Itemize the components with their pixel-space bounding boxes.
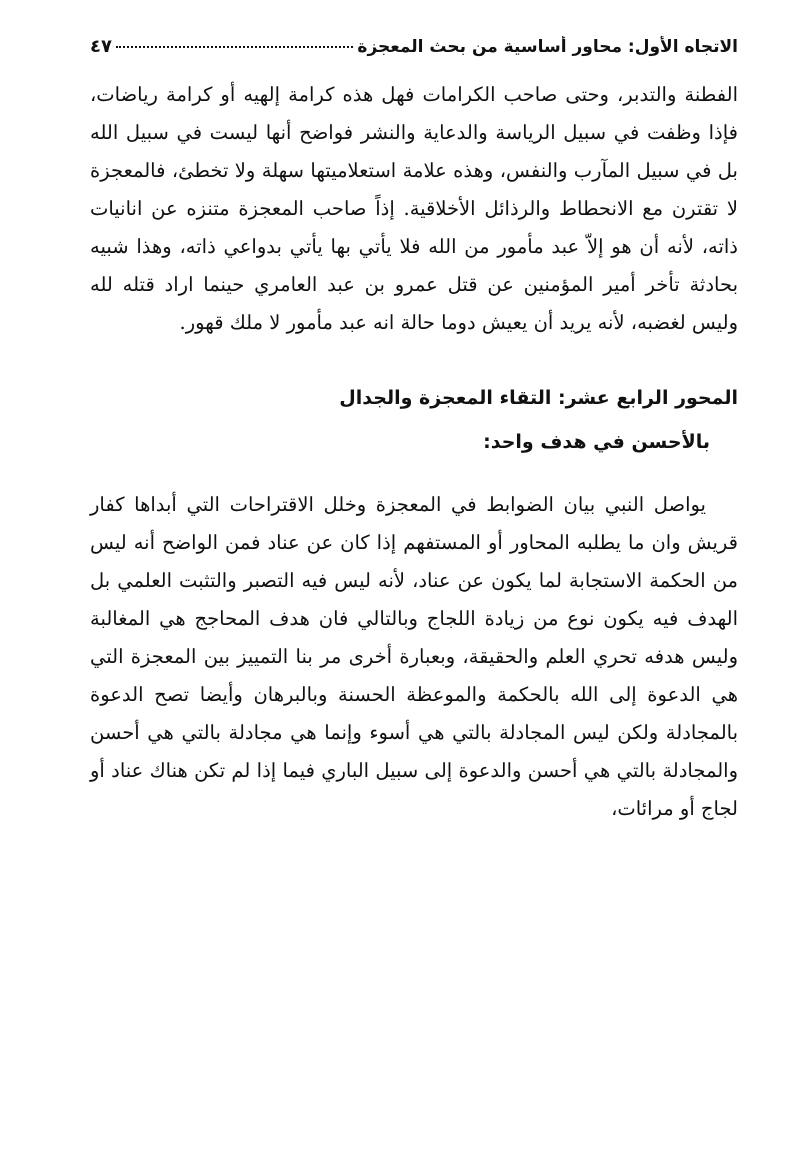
running-header bbox=[90, 36, 738, 76]
section-heading-line-2: بالأحسن في هدف واحد: bbox=[483, 431, 710, 453]
body-paragraph-2: يواصل النبي بيان الضوابط في المعجزة وخلل الاقتراحات التي أبداها كفار قريش وان ما يطلبه المحاور أو المستفهم إذا كان عن عناد فمن الواضح أنه ليس من الحكمة الاستجابة لما يكون عن عناد، لأنه ليس فيه التصبر والتثبت العلمي بل الهدف فيه يكون نوع من زيادة اللجاج وبالتالي فان هدف المحاجج هي المغالبة وليس هدفه تحري العلم والحقيقة، وبعبارة أخرى مر بنا التمييز بين المعجزة التي هي الدعوة إلى الله بالحكمة والموعظة الحسنة وبالبرهان وأيضا تصح الدعوة بالمجادلة ولكن ليس المجادلة بالتي هي أسوء وإنما هي مجادلة بالتي هي أحسن والمجادلة بالتي هي أحسن والدعوة إلى سبيل الباري فيما إذا لم تكن هناك عناد أو لجاج أو مرائات، bbox=[90, 493, 738, 820]
header-title: الاتجاه الأول: محاور أساسية من بحث المعجزة bbox=[357, 37, 738, 57]
header-dot-leader bbox=[116, 46, 353, 48]
page-number: ٤٧ bbox=[90, 36, 112, 57]
body-paragraph-1: الفطنة والتدبر، وحتى صاحب الكرامات فهل هذه كرامة إلهيه أو كرامة رياضات، فإذا وظفت في سبيل الرياسة والدعاية والنشر فواضح أنها ليست في سبيل الله بل في سبيل المآرب والنفس، وهذه علامة استعلاميتها سهلة ولا تخطئ، فالمعجزة لا تقترن مع الانحطاط والرذائل الأخلاقية. إذاً صاحب المعجزة متنزه عن انانيات ذاته، لأنه أن هو إلاّ عبد مأمور من الله فلا يأتي بها يأتي بدواعي ذاته، وهذا شبيه بحادثة تأخر أمير المؤمنين عن قتل عمرو بن عبد العامري حينما اراد قتله لله وليس لغضبه، لأنه يريد أن يعيش دوما حالة انه عبد مأمور لا ملك قهور. bbox=[90, 83, 738, 334]
book-page bbox=[90, 36, 738, 828]
section-heading-line-1: المحور الرابع عشر: التقاء المعجزة والجدال bbox=[339, 387, 738, 409]
